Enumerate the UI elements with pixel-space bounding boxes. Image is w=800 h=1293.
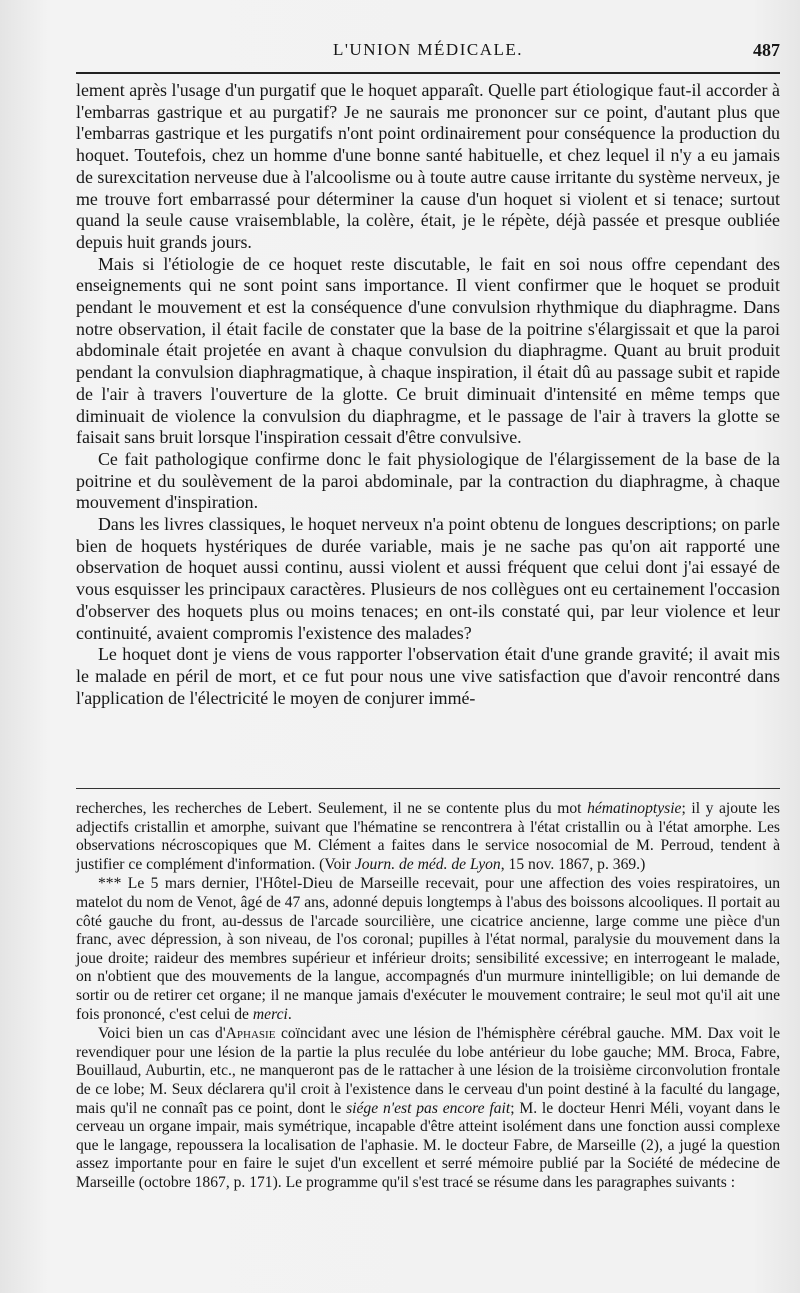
header-rule [76, 72, 780, 74]
paragraph-5: Le hoquet dont je viens de vous rapporter l'observation était d'une grande gravité; il avait mis le malade en péril de mort, et ce fut pour nous une vive satisfaction que d'avoir rencontré dans l'application de l'électricité le moyen de conjurer immé- [76, 644, 780, 708]
footnote-rule [76, 788, 780, 789]
paragraph-2: Mais si l'étiologie de ce hoquet reste discutable, le fait en soi nous offre cependant des enseignements qui ne sont point sans importance. Il vient confirmer que le hoquet se produit pendant le mouvement et est la conséquence d'une convulsion rhythmique du diaphragme. Dans notre observation, il était facile de constater que la base de la poitrine s'élargissait et que la paroi abdominale était projetée en avant à chaque convulsion du diaphragme. Quant au bruit produit pendant la convulsion diaphragmatique, à chaque inspiration, il était dû au passage subit et rapide de l'air à travers l'ouverture de la glotte. Ce bruit diminuait d'intensité en même temps que diminuait de violence la convulsion du diaphragme, et le passage de l'air à travers la glotte se faisait sans bruit lorsque l'inspiration cessait d'être convulsive. [76, 253, 780, 448]
paragraph-1: lement après l'usage d'un purgatif que le hoquet apparaît. Quelle part étiologique faut-il accorder à l'embarras gastrique et au purgatif? Je ne saurais me prononcer sur ce point, d'autant plus que l'embarras gastrique et les purgatifs n'ont point ordinairement pour conséquence la production du hoquet. Toutefois, chez un homme d'une bonne santé habituelle, et chez lequel il n'y a eu jamais de surexcitation nerveuse due à l'alcoolisme ou à toute autre cause irritante du système nerveux, je me trouve fort embarrassé pour déterminer la cause d'un hoquet si violent et si tenace; surtout quand la seule cause vraisemblable, la colère, était, je le répète, déjà passée et presque oubliée depuis huit grands jours. [76, 80, 780, 252]
footnote-1: recherches, les recherches de Lebert. Seulement, il ne se contente plus du mot hématinoptysie; il y ajoute les adjectifs cristallin et amorphe, suivant que l'hématine se rencontrera à l'état cristallin ou à l'état amorphe. Les observations nécroscopiques que M. Clément a faites dans le service nosocomial de M. Perroud, tendent à justifier ce complément d'information. (Voir Journ. de méd. de Lyon, 15 nov. 1867, p. 369.) [76, 800, 780, 873]
page-number: 487 [753, 40, 780, 60]
main-text [76, 80, 780, 709]
footnote-3: Voici bien un cas d'Aphasie coïncidant avec une lésion de l'hémisphère cérébral gauche. MM. Dax voit le revendiquer pour une lésion de la partie la plus reculée du lobe antérieur du lobe gauche; MM. Broca, Fabre, Bouillaud, Auburtin, etc., ne manqueront pas de le rattacher à une lésion de la troisième circonvolution frontale de ce lobe; M. Seux déclarera qu'il croit à l'existence dans le cerveau d'un point destiné à la faculté du langage, mais qu'il ne connaît pas ce point, dont le siége n'est pas encore fait; M. le docteur Henri Méli, voyant dans le cerveau un organe impair, mais symétrique, incapable d'être atteint isolément dans une fonction aussi complexe que le langage, repoussera la localisation de l'aphasie. M. le docteur Fabre, de Marseille (2), a jugé la question assez importante pour en faire le sujet d'un excellent et serré mémoire publié par la Société de médecine de Marseille (octobre 1867, p. 171). Le programme qu'il s'est tracé se résume dans les paragraphes suivants : [76, 1025, 780, 1191]
paragraph-4: Dans les livres classiques, le hoquet nerveux n'a point obtenu de longues descriptions; on parle bien de hoquets hystériques de durée variable, mais je ne sache pas qu'on ait rapporté une observation de hoquet aussi continu, aussi violent et aussi fréquent que celui dont j'ai essayé de vous esquisser les principaux caractères. Plusieurs de nos collègues ont eu certainement l'occasion d'observer des hoquets plus ou moins tenaces; en ont-ils constaté qui, par leur violence et leur continuité, avaient compromis l'existence des malades? [76, 514, 780, 643]
running-head [72, 38, 784, 68]
journal-title: L'UNION MÉDICALE. [332, 40, 524, 59]
footnotes [76, 800, 780, 1192]
paragraph-3: Ce fait pathologique confirme donc le fait physiologique de l'élargissement de la base de la poitrine et du soulèvement de la paroi abdominale, par la contraction du diaphragme, à chaque mouvement d'inspiration. [76, 448, 780, 513]
footnote-2: *** Le 5 mars dernier, l'Hôtel-Dieu de Marseille recevait, pour une affection des voies respiratoires, un matelot du nom de Venot, âgé de 47 ans, adonné depuis longtemps à l'abus des boissons alcooliques. Il portait au côté gauche du front, au-dessus de l'arcade sourcilière, une cicatrice ancienne, large comme une pièce d'un franc, avec dépression, à son niveau, de l'os coronal; pupilles à l'état normal, paralysie du mouvement dans la joue droite; raideur des membres supérieur et inférieur droits; sensibilité excessive; en interrogeant le malade, on n'obtient que des mouvements de la langue, accompagnés d'un murmure inintelligible; on lui demande de sortir ou de retirer cet organe; il ne manque jamais d'exécuter le mouvement contraire; le seul mot qu'il ait une fois prononcé, c'est celui de merci. [76, 875, 780, 1023]
